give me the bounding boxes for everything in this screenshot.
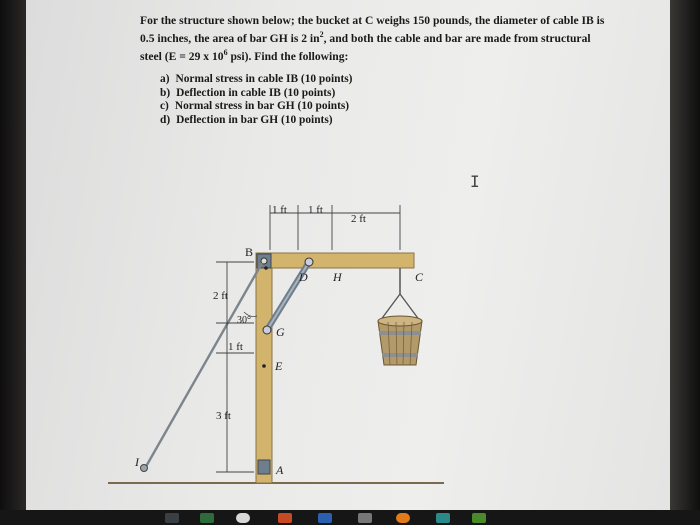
taskbar-app-icon[interactable] [278,513,292,523]
point-e-dot [262,364,266,368]
label-d: D [299,270,308,284]
taskbar-app-icon[interactable] [165,513,179,523]
label-g: G [276,325,285,339]
part-letter: b) [160,86,171,99]
text-cursor-icon: I [470,172,480,191]
dim-left-1: 2 ft [213,290,228,302]
dim-top-3: 2 ft [351,213,366,225]
cable-ib [144,263,262,470]
taskbar [0,510,700,525]
anchor-i-pin [141,465,148,472]
part-letter: c) [160,100,169,112]
top-dimension-lines [270,205,400,250]
taskbar-app-icon[interactable] [358,513,372,523]
taskbar-app-icon[interactable] [436,513,450,523]
part-text: Normal stress in bar GH (10 points) [174,100,350,112]
structure-figure [26,0,670,510]
statement-line-1: For the structure shown below; the bucket at C weighs 150 pounds, the diameter of cable IB is [140,14,605,27]
label-b: B [245,245,254,259]
label-e: E [275,359,283,373]
bucket-body [378,321,422,365]
statement-line-2-rest: , and both the cable and bar are made from structural [323,31,591,45]
part-letter: a) [160,73,170,85]
monitor-bezel-right [670,0,700,525]
label-i: I [135,455,139,469]
taskbar-app-icon[interactable] [318,513,332,523]
bucket-band-top [379,331,421,335]
vertical-post [256,253,272,483]
part-text: Deflection in bar GH (10 points) [176,113,333,126]
taskbar-app-icon[interactable] [472,513,486,523]
taskbar-app-icon[interactable] [200,513,214,523]
part-text: Deflection in cable IB (10 points) [176,86,336,99]
monitor-bezel-left [0,0,26,525]
superscript: 2 [319,30,324,39]
label-c: C [415,270,424,284]
joint-g-pin [263,326,271,334]
point-d-dot [264,266,268,270]
dim-left-3: 3 ft [216,410,231,422]
horizontal-beam [256,253,414,268]
part-text: Normal stress in cable IB (10 points) [175,73,353,85]
superscript: 6 [223,47,228,57]
dim-left-2: 1 ft [228,341,243,353]
label-a: A [276,463,284,477]
bucket-band-bottom [382,353,418,357]
dim-top-2: 1 ft [308,204,323,216]
bucket-rim [378,316,422,326]
base-a-plate [258,460,270,474]
screen [26,0,670,510]
part-letter: d) [160,113,171,126]
dim-top-1: 1 ft [272,204,287,216]
statement-line-3-rest: psi). Find the following: [227,49,349,63]
statement-line-2-text: 0.5 inches, the area of bar GH is 2 in [140,31,320,45]
joint-h-pin [305,258,313,266]
angle-label: 30° [237,315,251,326]
taskbar-app-icon[interactable] [236,513,250,523]
statement-line-3-text: steel (E = 29 x 10 [140,49,224,63]
label-h: H [333,270,342,284]
taskbar-app-icon[interactable] [396,513,410,523]
